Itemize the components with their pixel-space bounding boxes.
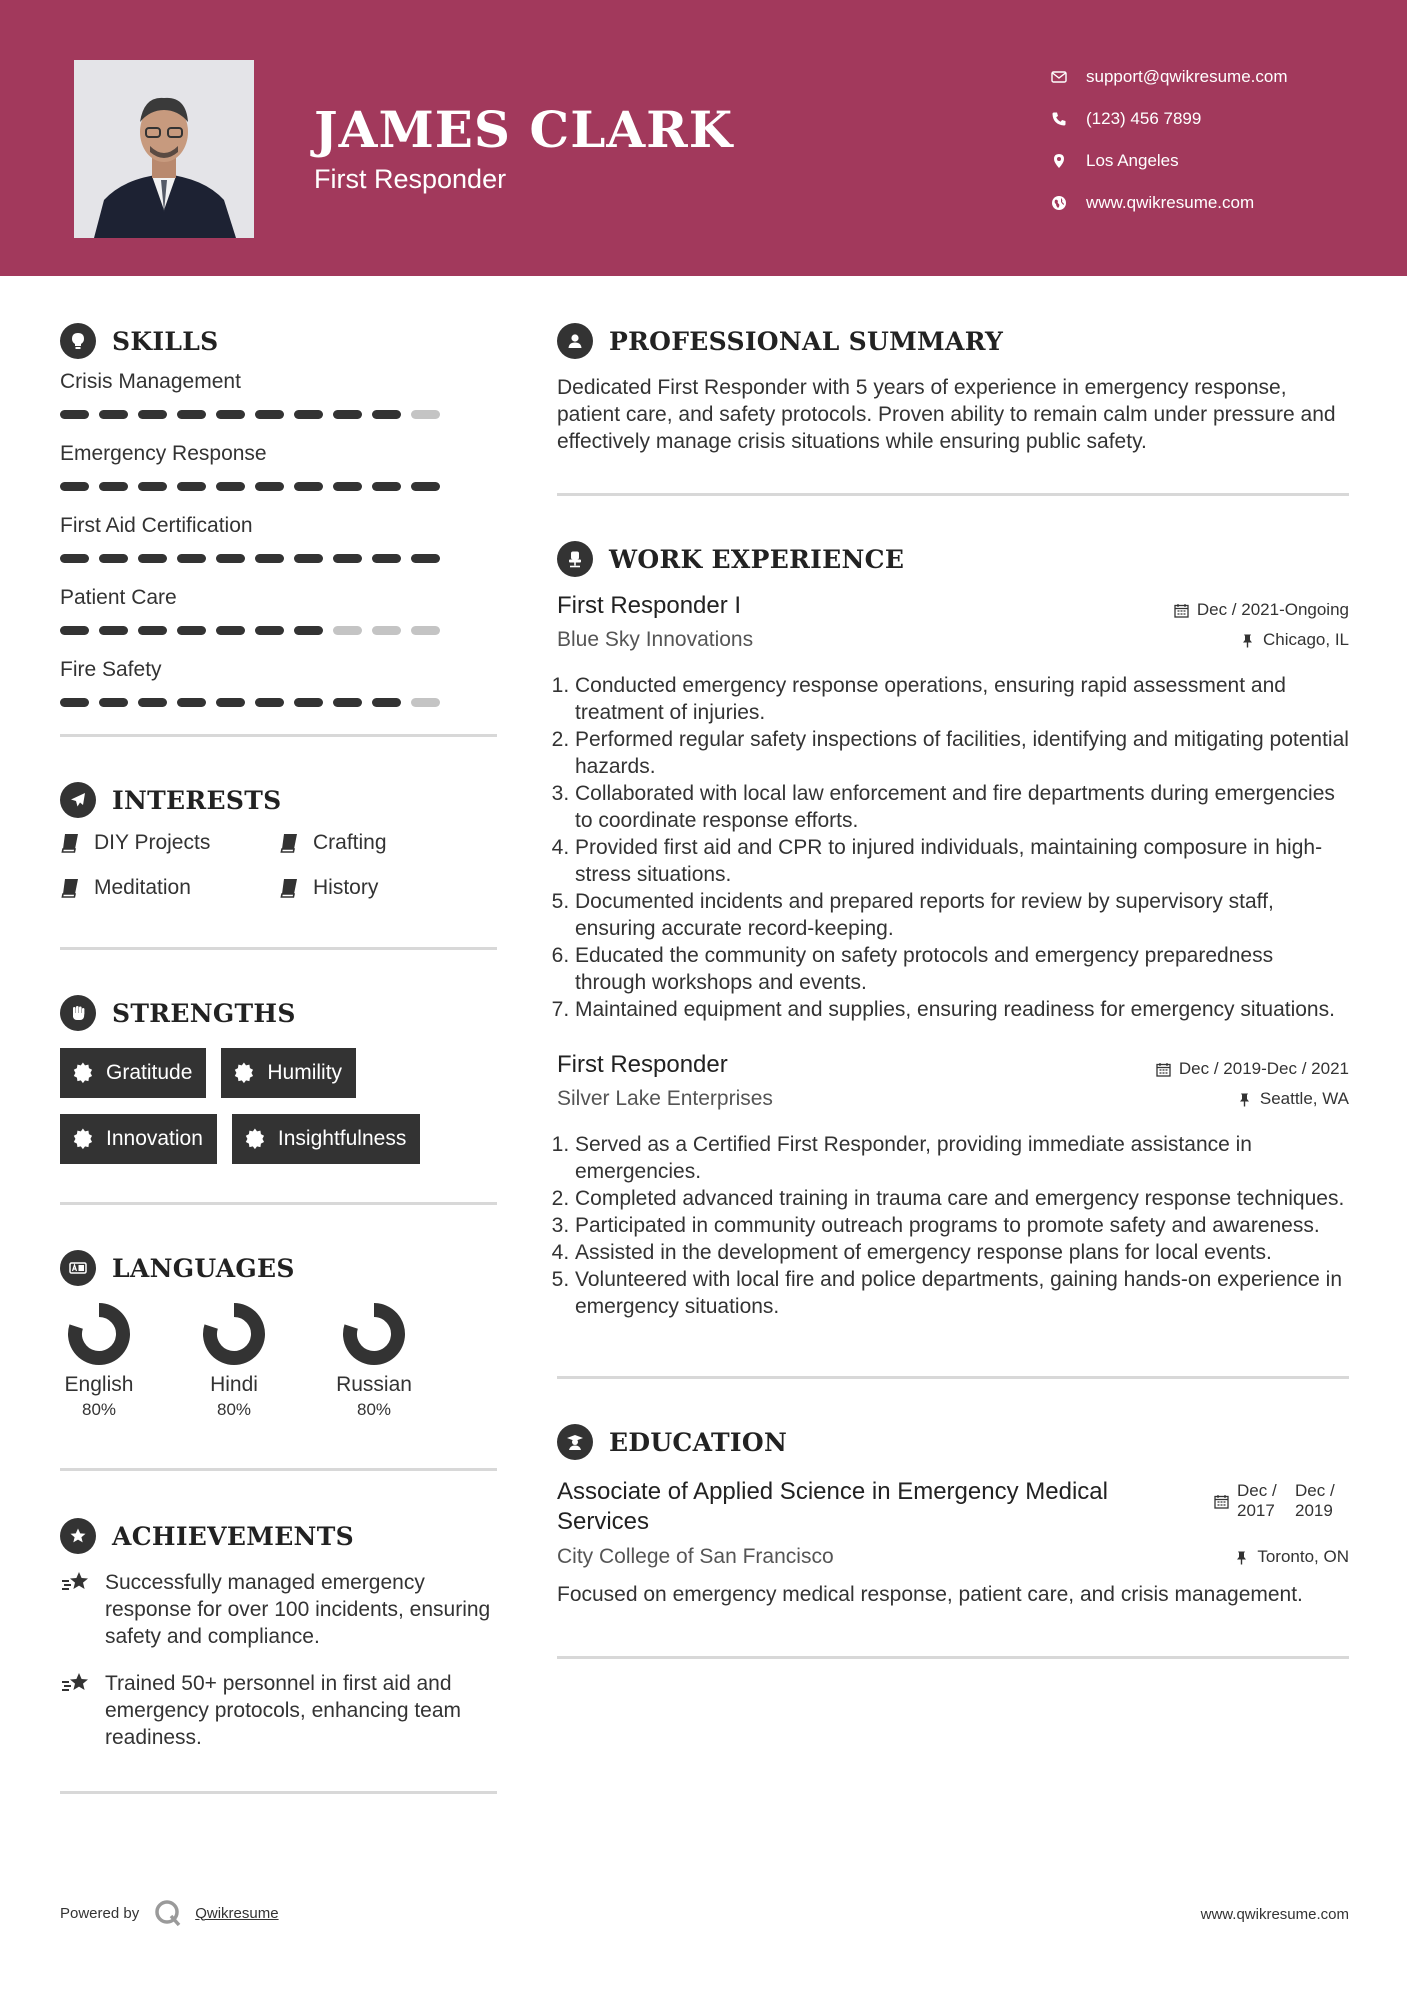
section-divider [60,734,497,737]
job-location-text: Chicago, IL [1263,630,1349,649]
strength-label: Insightfulness [277,1127,407,1150]
section-divider [60,1791,497,1794]
section-divider [557,1376,1349,1379]
achievement-item [60,1569,497,1650]
skill-level-segment [216,626,245,635]
skill-item [60,368,497,420]
skill-level-segment [177,482,206,491]
skill-level-segment [255,482,284,491]
skill-level-segment [294,626,323,635]
language-item [329,1301,419,1424]
language-progress-arc [350,1310,398,1358]
duty-item: 2. Completed advanced training in trauma care and emergency response techniques. [575,1185,1349,1212]
company-name: Blue Sky Innovations [557,628,754,651]
skill-level-segment [411,698,440,707]
strength-tag [60,1114,217,1164]
skill-item [60,584,497,636]
skill-name: Crisis Management [60,370,241,393]
summary-heading [557,318,1349,364]
interest-label: DIY Projects [94,830,211,854]
interests-list [60,829,497,901]
contact-email-text: support@qwikresume.com [1086,67,1288,86]
star-badge-icon [60,1518,96,1554]
badge-icon [233,1062,255,1084]
education-dates [1214,1481,1349,1521]
job-location-text: Seattle, WA [1259,1089,1349,1108]
skill-level-segment [138,698,167,707]
skill-level-segment [255,554,284,563]
skill-level-segment [216,410,245,419]
skill-level-segment [138,482,167,491]
shooting-star-icon [60,1569,92,1597]
skill-level-segment [138,554,167,563]
language-progress-arc [210,1310,258,1358]
education-end [1295,1481,1349,1521]
brand-link[interactable]: Qwikresume [195,1904,279,1922]
duty-item: 3. Collaborated with local law enforcement and fire departments during emergencies to coordinate response efforts. [575,780,1349,834]
lightbulb-icon [60,323,96,359]
strength-tag [232,1114,420,1164]
language-name: Hindi [210,1373,258,1396]
skill-level-segment [294,410,323,419]
language-percent: 80% [356,1400,392,1419]
skill-name: First Aid Certification [60,514,253,537]
language-name: English [64,1373,134,1396]
strength-tag [221,1048,356,1098]
company-name: Silver Lake Enterprises [557,1087,773,1110]
book-icon [60,832,80,854]
pushpin-icon [1237,1092,1252,1107]
section-divider [60,1202,497,1205]
candidate-name: JAMES CLARK [314,100,734,159]
school-name: City College of San Francisco [557,1545,834,1568]
book-icon [279,832,299,854]
achievement-text: Trained 50+ personnel in first aid and emergency protocols, enhancing team readiness. [105,1672,462,1749]
job-dates-text: Dec / 2021-Ongoing [1196,600,1349,619]
skill-level-segment [60,554,89,563]
strengths-list [60,1048,497,1164]
summary-title: PROFESSIONAL SUMMARY [609,326,1004,356]
achievements-heading [60,1513,497,1559]
book-icon [279,877,299,899]
achievement-text: Successfully managed emergency response for over 100 incidents, ensuring safety and compliance. [105,1571,491,1648]
skill-level-segment [99,554,128,563]
section-divider [60,947,497,950]
achievements-list [60,1569,497,1751]
skill-level-segment [333,410,362,419]
pushpin-icon [1240,633,1255,648]
skill-level-segment [99,482,128,491]
duties-list [557,672,1349,1023]
language-progress-arc [75,1310,123,1358]
skill-name: Patient Care [60,586,177,609]
interest-item [60,829,279,856]
duty-item: 2. Performed regular safety inspections of facilities, identifying and mitigating potential hazards. [575,726,1349,780]
interest-label: History [313,875,379,899]
location-pin-icon [1050,152,1068,170]
duty-item: 1. Conducted emergency response operations, ensuring rapid assessment and treatment of injuries. [575,672,1349,726]
school-location-text: Toronto, ON [1257,1547,1349,1566]
job-entry [557,1051,1349,1320]
strength-label: Gratitude [106,1061,193,1084]
footer-powered-by [60,1898,279,1928]
education-start [1237,1481,1295,1521]
section-divider [557,493,1349,496]
education-entry [557,1477,1349,1608]
contact-email[interactable] [1050,56,1288,98]
skill-level-segment [372,410,401,419]
skill-level-segment [177,698,206,707]
skill-level-segment [99,698,128,707]
qwikresume-logo-icon [153,1898,183,1928]
strengths-heading [60,990,497,1036]
skill-level-segment [294,482,323,491]
education-description: Focused on emergency medical response, patient care, and crisis management. [557,1583,1303,1606]
person-portrait-icon [74,60,254,238]
pushpin-icon [1234,1550,1249,1565]
strength-tag [60,1048,206,1098]
calendar-icon [1174,603,1189,618]
skill-level-bar [60,554,497,564]
summary-text: Dedicated First Responder with 5 years of experience in emergency response, patient care, and safety protocols. Proven ability to remain calm under pressure and effectively manage crisis situations while ensuring public safety. [557,376,1336,453]
language-item [60,1301,138,1424]
duty-item: 6. Educated the community on safety protocols and emergency preparedness through workshops and events. [575,942,1349,996]
skill-level-bar [60,626,497,636]
contact-phone-text: (123) 456 7899 [1086,109,1202,128]
education-end-month: Dec / [1295,1481,1335,1500]
skill-level-segment [177,554,206,563]
interest-item [279,829,479,856]
language-name: Russian [336,1373,412,1396]
skill-level-segment [60,482,89,491]
contact-website[interactable] [1050,182,1288,224]
contact-phone[interactable] [1050,98,1288,140]
strengths-title: STRENGTHS [112,998,296,1028]
languages-heading [60,1245,497,1291]
strength-label: Humility [267,1061,343,1084]
degree-title: Associate of Applied Science in Emergency Medical Services [557,1478,1108,1535]
skill-level-segment [216,482,245,491]
achievement-item [60,1670,497,1751]
skill-level-segment [372,482,401,491]
strength-label: Innovation [106,1127,203,1150]
job-dates-text: Dec / 2019-Dec / 2021 [1178,1059,1349,1078]
skill-level-segment [138,626,167,635]
contact-list [1050,56,1288,224]
experience-title: WORK EXPERIENCE [609,544,905,574]
skill-level-segment [333,626,362,635]
profile-photo [74,60,254,238]
skill-level-bar [60,410,497,420]
skill-level-segment [60,626,89,635]
skill-name: Fire Safety [60,658,162,681]
candidate-title: First Responder [314,164,507,194]
skill-level-segment [333,482,362,491]
skill-level-bar [60,482,497,492]
job-title: First Responder [557,1051,728,1078]
interest-item [279,874,479,901]
education-start-year: 2017 [1237,1501,1275,1520]
duty-item: 4. Provided first aid and CPR to injured individuals, maintaining composure in high-stress situations. [575,834,1349,888]
paper-plane-icon [60,782,96,818]
raised-fist-icon [60,995,96,1031]
language-progress-ring [201,1301,267,1367]
education-end-year: 2019 [1295,1501,1333,1520]
skill-level-segment [177,410,206,419]
skill-level-segment [138,410,167,419]
job-title: First Responder I [557,592,742,619]
calendar-icon [1156,1062,1171,1077]
interest-item [60,874,279,901]
skill-level-segment [372,626,401,635]
skills-heading [60,318,497,364]
skill-level-segment [216,698,245,707]
contact-location [1050,140,1288,182]
skill-level-segment [255,410,284,419]
skill-level-segment [255,698,284,707]
skill-level-segment [60,698,89,707]
job-location [1240,630,1349,650]
job-dates [1174,600,1349,620]
interest-label: Meditation [94,875,191,899]
skill-item [60,440,497,492]
powered-by-label: Powered by [60,1904,140,1922]
interest-label: Crafting [313,830,387,854]
skill-level-segment [294,554,323,563]
skill-item [60,656,497,708]
interests-title: INTERESTS [112,785,282,815]
skill-item [60,512,497,564]
badge-icon [72,1062,94,1084]
achievements-title: ACHIEVEMENTS [112,1521,354,1551]
language-progress-ring [341,1301,407,1367]
book-icon [60,877,80,899]
graduate-icon [557,1424,593,1460]
phone-icon [1050,110,1068,128]
skill-level-segment [372,698,401,707]
contact-location-text: Los Angeles [1086,151,1179,170]
section-divider [557,1656,1349,1659]
duty-item: 3. Participated in community outreach programs to promote safety and awareness. [575,1212,1349,1239]
user-icon [557,323,593,359]
duties-list [557,1131,1349,1320]
office-chair-icon [557,541,593,577]
skill-level-segment [99,626,128,635]
duty-item: 5. Volunteered with local fire and police departments, gaining hands-on experience in emergency situations. [575,1266,1349,1320]
section-divider [60,1468,497,1471]
skill-level-segment [216,554,245,563]
badge-icon [72,1128,94,1150]
duty-item: 1. Served as a Certified First Responder, providing immediate assistance in emergencies. [575,1131,1349,1185]
experience-heading [557,536,1349,582]
resume-header [0,0,1407,276]
language-percent: 80% [81,1400,117,1419]
skill-level-segment [411,410,440,419]
skills-title: SKILLS [112,326,219,356]
skill-level-segment [60,410,89,419]
skill-level-segment [255,626,284,635]
skill-level-segment [99,410,128,419]
skill-level-segment [177,626,206,635]
left-column [60,318,497,1794]
skill-level-segment [411,554,440,563]
calendar-icon [1214,1494,1229,1509]
right-column [557,318,1349,1659]
duty-item: 4. Assisted in the development of emergency response plans for local events. [575,1239,1349,1266]
contact-website-text: www.qwikresume.com [1086,193,1255,212]
school-location [1234,1547,1349,1567]
skills-list [60,368,497,708]
language-progress-ring [66,1301,132,1367]
job-location [1237,1089,1349,1109]
skill-level-segment [333,698,362,707]
duty-item: 7. Maintained equipment and supplies, ensuring readiness for emergency situations. [575,996,1349,1023]
duty-item: 5. Documented incidents and prepared reports for review by supervisory staff, ensuring accurate record-keeping. [575,888,1349,942]
education-start-month: Dec / [1237,1481,1277,1500]
job-dates [1156,1059,1349,1079]
skill-level-bar [60,698,497,708]
badge-icon [244,1128,266,1150]
language-percent: 80% [216,1400,252,1419]
shooting-star-icon [60,1670,92,1698]
skill-level-segment [294,698,323,707]
footer-website[interactable]: www.qwikresume.com [1200,1906,1349,1923]
skill-level-segment [411,482,440,491]
skill-name: Emergency Response [60,442,267,465]
skill-level-segment [411,626,440,635]
envelope-icon [1050,68,1068,86]
translate-icon [60,1250,96,1286]
language-item [195,1301,273,1424]
languages-list [60,1301,497,1424]
languages-title: LANGUAGES [112,1253,295,1283]
interests-heading [60,777,497,823]
education-title: EDUCATION [609,1427,788,1457]
education-heading [557,1419,1349,1465]
skill-level-segment [372,554,401,563]
job-entry [557,592,1349,1023]
skill-level-segment [333,554,362,563]
globe-icon [1050,194,1068,212]
